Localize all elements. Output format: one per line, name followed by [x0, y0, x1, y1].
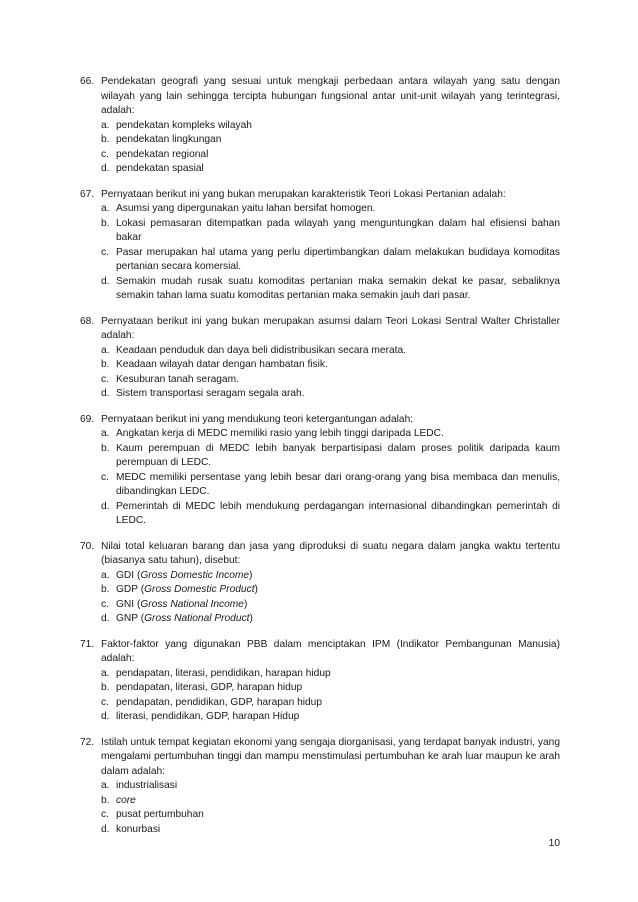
option-text: Angkatan kerja di MEDC memiliki rasio yang lebih tinggi daripada LEDC.	[116, 428, 444, 439]
option-letter: c.	[101, 696, 109, 708]
question-3	[80, 315, 560, 402]
option-item	[101, 162, 560, 177]
option-letter: a.	[101, 203, 110, 214]
option-text: pendekatan spasial	[116, 163, 204, 174]
option-letter: a.	[101, 780, 110, 791]
option-text-after: )	[249, 569, 253, 581]
option-letter: b.	[101, 584, 110, 595]
option-letter: a.	[101, 428, 110, 439]
option-text: GNI (	[116, 598, 141, 610]
option-text: Asumsi yang dipergunakan yaitu lahan bersifat homogen.	[116, 203, 376, 214]
option-text: Keadaan penduduk dan daya beli didistribusikan secara merata.	[116, 344, 406, 356]
option-item	[101, 808, 560, 823]
option-text: pendekatan kompleks wilayah	[116, 119, 252, 131]
option-item	[101, 696, 560, 711]
option-italic-text: core	[116, 794, 136, 806]
option-item	[101, 387, 560, 402]
question-text: Pernyataan berikut ini yang bukan merupakan karakteristik Teori Lokasi Pertanian adalah:	[101, 188, 506, 200]
question-number: 66.	[80, 76, 95, 87]
question-4	[80, 413, 560, 529]
option-text: GNP (	[116, 613, 145, 624]
question-1	[80, 75, 560, 177]
option-letter: b.	[101, 442, 110, 454]
option-letter: a.	[101, 119, 110, 131]
option-item	[101, 583, 560, 598]
option-letter: d.	[101, 500, 110, 512]
option-text: Semakin mudah rusak suatu komoditas pertanian maka semakin dekat ke pasar, sebaliknya semakin tahan lama suatu komoditas pertanian maka semakin jauh dari pasar.	[116, 275, 560, 301]
page-number: 10	[548, 838, 560, 849]
question-number: 70.	[80, 540, 95, 552]
option-letter: c.	[101, 471, 109, 483]
question-list	[80, 75, 560, 837]
option-list	[101, 119, 560, 177]
option-text: literasi, pendidikan, GDP, harapan Hidup	[116, 711, 300, 722]
option-letter: d.	[101, 613, 110, 624]
option-item	[101, 612, 560, 627]
option-text-after: )	[254, 584, 258, 595]
option-text-after: )	[249, 613, 253, 624]
option-list	[101, 667, 560, 725]
option-text: Kesuburan tanah seragam.	[116, 373, 239, 385]
option-text: Keadaan wilayah datar dengan hambatan fisik.	[116, 359, 328, 370]
option-italic-text: Gross National Product	[144, 613, 250, 624]
option-item	[101, 823, 560, 838]
option-item	[101, 202, 560, 217]
question-number: 69.	[80, 413, 95, 425]
option-letter: c.	[101, 373, 109, 385]
option-letter: c.	[101, 809, 109, 820]
option-letter: a.	[101, 569, 110, 581]
option-letter: d.	[101, 711, 110, 722]
option-text: GDP (	[116, 584, 145, 595]
question-text: Istilah untuk tempat kegiatan ekonomi yang sengaja diorganisasi, yang terdapat banyak industri, yang mengalami pertumbuhan tinggi dan mampu menstimulasi pertumbuhan ke arah luar maupun ke arah dalam adalah:	[101, 736, 560, 777]
question-number: 71.	[80, 638, 95, 650]
option-text: industrialisasi	[116, 780, 178, 791]
option-item	[101, 569, 560, 584]
option-letter: d.	[101, 388, 110, 399]
option-text: Sistem transportasi seragam segala arah.	[116, 388, 305, 399]
question-text: Pendekatan geografi yang sesuai untuk mengkaji perbedaan antara wilayah yang satu dengan wilayah yang lain sehingga tercipta hubungan fungsional antar unit-unit wilayah yang terintegrasi, adalah:	[101, 76, 560, 116]
option-list	[101, 779, 560, 837]
question-7	[80, 736, 560, 838]
option-letter: b.	[101, 682, 110, 693]
option-text: konurbasi	[116, 823, 161, 835]
question-number: 68.	[80, 315, 95, 327]
option-text: Pasar merupakan hal utama yang perlu dipertimbangkan dalam melakukan budidaya komoditas pertanian secara komersial.	[116, 246, 560, 272]
option-letter: d.	[101, 823, 110, 835]
option-text: Kaum perempuan di MEDC lebih banyak berpartisipasi dalam proses politik daripada kaum perempuan di LEDC.	[116, 442, 560, 468]
question-2	[80, 188, 560, 304]
question-number: 72.	[80, 736, 95, 748]
option-letter: b.	[101, 134, 110, 145]
question-number: 67.	[80, 188, 95, 200]
option-text: pusat pertumbuhan	[116, 809, 204, 820]
option-item	[101, 275, 560, 304]
option-item	[101, 119, 560, 134]
question-text: Pernyataan berikut ini yang mendukung teori ketergantungan adalah:	[101, 413, 414, 425]
option-item	[101, 373, 560, 388]
option-text: pendapatan, literasi, GDP, harapan hidup	[116, 682, 303, 693]
option-letter: c.	[101, 148, 109, 160]
question-text: Faktor-faktor yang digunakan PBB dalam menciptakan IPM (Indikator Pembangunan Manusia) adalah:	[101, 638, 560, 664]
question-text: Pernyataan berikut ini yang bukan merupakan asumsi dalam Teori Lokasi Sentral Walter Christaller adalah:	[101, 315, 560, 341]
option-item	[101, 358, 560, 373]
option-item	[101, 667, 560, 682]
option-list	[101, 569, 560, 627]
option-italic-text: Gross Domestic Product	[144, 584, 255, 595]
option-item	[101, 598, 560, 613]
option-letter: b.	[101, 794, 110, 806]
option-letter: d.	[101, 163, 110, 174]
option-list	[101, 344, 560, 402]
option-list	[101, 202, 560, 304]
option-letter: b.	[101, 217, 110, 229]
option-list	[101, 427, 560, 529]
option-item	[101, 794, 560, 809]
option-letter: c.	[101, 246, 109, 258]
option-item	[101, 500, 560, 529]
option-item	[101, 246, 560, 275]
option-text: Lokasi pemasaran ditempatkan pada wilayah yang menguntungkan dalam hal efisiensi bahan bakar	[116, 217, 560, 243]
option-letter: c.	[101, 598, 109, 610]
question-5	[80, 540, 560, 627]
option-item	[101, 427, 560, 442]
option-text-after: )	[243, 598, 248, 610]
option-text: MEDC memiliki persentase yang lebih besar dari orang-orang yang bisa membaca dan menulis, dibandingkan LEDC.	[116, 471, 560, 497]
option-letter: a.	[101, 667, 110, 679]
question-6	[80, 638, 560, 725]
option-item	[101, 344, 560, 359]
option-text: pendapatan, literasi, pendidikan, harapan hidup	[116, 667, 331, 679]
option-item	[101, 471, 560, 500]
option-item	[101, 442, 560, 471]
option-text: pendekatan regional	[116, 148, 209, 160]
option-letter: a.	[101, 344, 110, 356]
option-text: GDI (	[116, 569, 141, 581]
option-text: pendekatan lingkungan	[116, 134, 222, 145]
question-text: Nilai total keluaran barang dan jasa yang diproduksi di suatu negara dalam jangka waktu tertentu (biasanya satu tahun), disebut:	[101, 540, 560, 566]
option-item	[101, 681, 560, 696]
option-text: pendapatan, pendidikan, GDP, harapan hidup	[116, 696, 322, 708]
option-text: Pemerintah di MEDC lebih mendukung perdagangan internasional dibandingkan pemerintah di LEDC.	[116, 500, 560, 526]
option-item	[101, 133, 560, 148]
option-item	[101, 710, 560, 725]
option-italic-text: Gross National Income	[140, 598, 244, 610]
option-item	[101, 779, 560, 794]
option-item	[101, 148, 560, 163]
option-letter: d.	[101, 275, 110, 287]
option-italic-text: Gross Domestic Income	[140, 569, 250, 581]
option-letter: b.	[101, 359, 110, 370]
option-item	[101, 217, 560, 246]
